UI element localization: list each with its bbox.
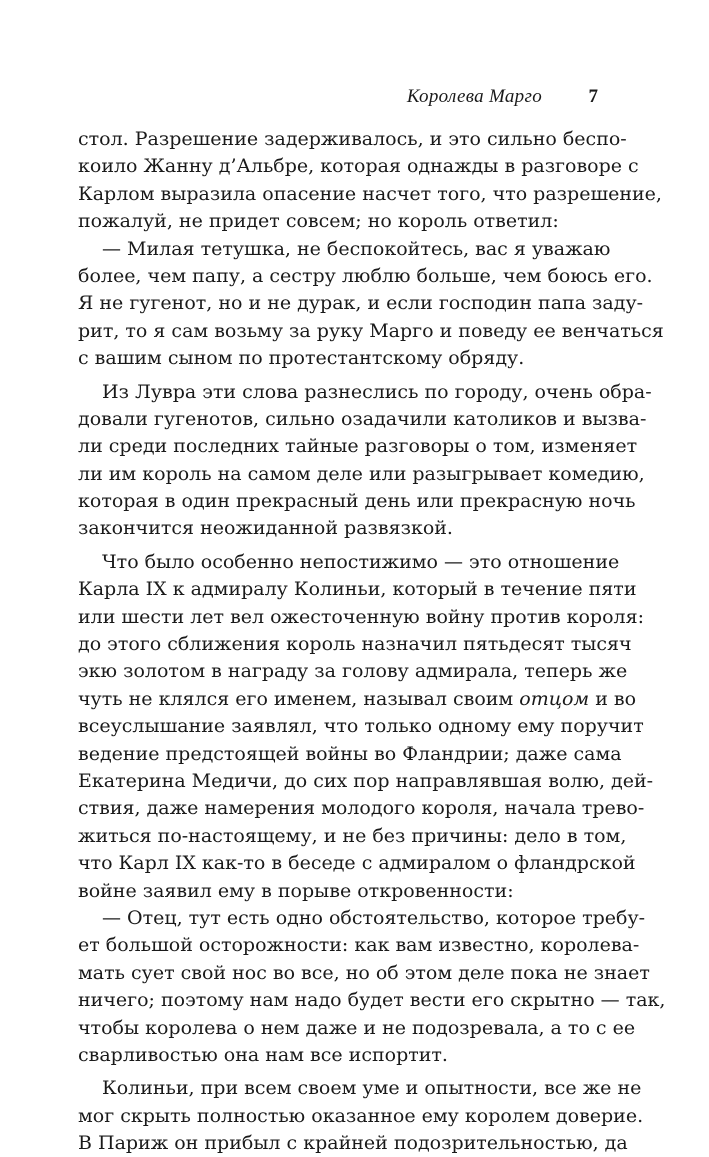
text-line: житься по-настоящему, и не без причины: дело в том, [78, 824, 627, 847]
text-line: Я не гугенот, но и не дурак, и если господин папа заду- [78, 292, 644, 315]
text-line: — Отец, тут есть одно обстоятельство, которое требу- [102, 906, 646, 929]
running-header [78, 86, 602, 110]
text-run: и во [589, 687, 637, 710]
text-line: пожалуй, не придет совсем; но король ответил: [78, 210, 559, 233]
text-line: Екатерина Медичи, до сих пор направлявшая волю, дей- [78, 769, 654, 792]
text-line: ет большой осторожности: как вам известно, королева- [78, 934, 640, 957]
text-line: ствия, даже намерения молодого короля, начала трево- [78, 797, 645, 820]
emphasized-word: отцом [519, 687, 590, 710]
text-line: Что было особенно непостижимо — это отношение [102, 550, 620, 573]
text-line: сварливостью она нам все испортит. [78, 1043, 448, 1066]
text-line: Колиньи, при всем своем уме и опытности, все же не [102, 1077, 642, 1100]
text-line: ли им король на самом деле или разыгрывает комедию, [78, 462, 645, 485]
text-line: ничего; поэтому нам надо будет вести его скрытно — так, [78, 989, 666, 1012]
text-line: до этого сближения король назначил пятьдесят тысяч [78, 633, 632, 656]
text-line: экю золотом в награду за голову адмирала, теперь же [78, 660, 628, 683]
text-line: Карла IX к адмиралу Колиньи, который в течение пяти [78, 578, 637, 601]
text-line: — Милая тетушка, не беспокойтесь, вас я уважаю [102, 237, 611, 260]
text-line: более, чем папу, а сестру люблю больше, чем боюсь его. [78, 264, 653, 287]
text-line: Из Лувра эти слова разнеслись по городу, очень обра- [102, 380, 652, 403]
text-line: Карлом выразила опасение насчет того, что разрешение, [78, 182, 662, 205]
text-line: коило Жанну д’Альбре, которая однажды в разговоре с [78, 155, 639, 178]
text-line-with-emphasis [78, 686, 637, 713]
text-line: чтобы королева о нем даже и не подозревала, а то с ее [78, 1016, 636, 1039]
text-line: довали гугенотов, сильно озадачили католиков и вызва- [78, 407, 647, 430]
text-line: что Карл IX как-то в беседе с адмиралом о фландрской [78, 852, 636, 875]
text-line: мог скрыть полностью оказанное ему королем доверие. [78, 1104, 644, 1127]
text-line: или шести лет вел ожесточенную войну против короля: [78, 605, 644, 628]
body-text [78, 126, 666, 1157]
text-line: войне заявил ему в порыве откровенности: [78, 879, 514, 902]
running-title: Королева Марго [406, 86, 542, 107]
text-line: стол. Разрешение задерживалось, и это сильно беспо- [78, 128, 627, 150]
text-line: с вашим сыном по протестантскому обряду. [78, 347, 525, 370]
text-line: В Париж он прибыл с крайней подозрительностью, да [78, 1132, 628, 1155]
text-line: рит, то я сам возьму за руку Марго и поведу ее венчаться [78, 319, 664, 342]
text-line: ли среди последних тайные разговоры о том, изменяет [78, 435, 638, 458]
page-number: 7 [588, 86, 598, 107]
text-line: закончится неожиданной развязкой. [78, 517, 453, 540]
text-line: ведение предстоящей войны во Фландрии; даже сама [78, 742, 622, 765]
text-run: чуть не клялся его именем, называл своим [78, 687, 520, 710]
text-line: мать сует свой нос во все, но об этом деле пока не знает [78, 961, 650, 984]
text-line: которая в один прекрасный день или прекрасную ночь [78, 490, 636, 513]
text-line: всеуслышание заявлял, что только одному ему поручит [78, 715, 644, 738]
